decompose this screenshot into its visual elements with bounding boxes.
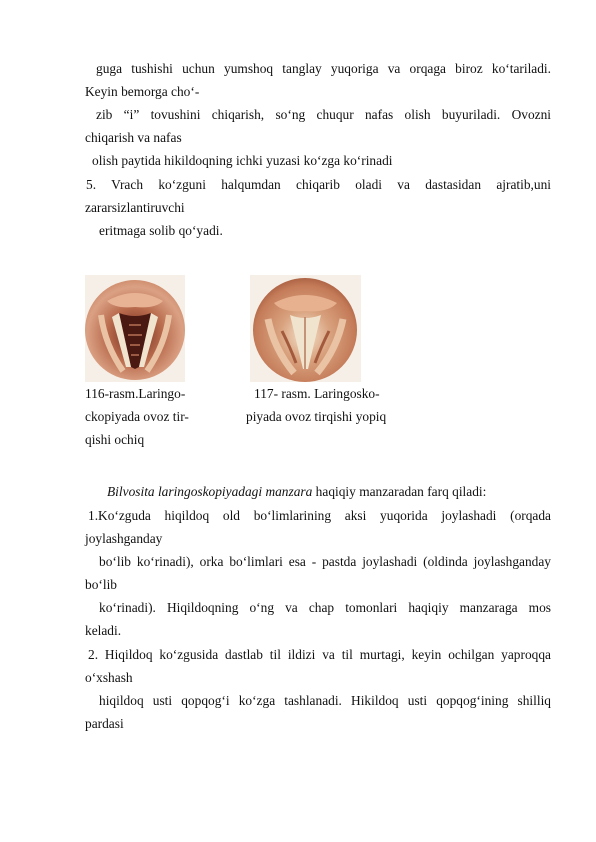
point1-line6: keladi. <box>85 623 122 638</box>
paragraph1-line2: Keyin bemorga cho‘- <box>85 84 200 99</box>
paragraph1-line4: chiqarish va nafas <box>85 130 182 145</box>
point1-line4: bo‘lib <box>85 577 117 592</box>
figure-116-caption-line2: ckopiyada ovoz tir- <box>85 409 189 424</box>
figure-117-image <box>250 275 361 382</box>
figure-117-caption-line1: 117- rasm. Laringosko- <box>254 386 380 401</box>
figure-116-caption-line3: qishi ochiq <box>85 432 145 447</box>
paragraph1-line3: zib “i” tovushini chiqarish, so‘ng chuqur nafas olish buyuriladi. Ovozni <box>96 107 551 122</box>
indirect-italic-lead: Bilvosita laringoskopiyadagi manzara <box>107 484 313 499</box>
step5-line1: 5. Vrach ko‘zguni halqumdan chiqarib oladi va dastasidan ajratib,uni <box>86 177 551 192</box>
point1-line3: bo‘lib ko‘rinadi), orka bo‘limlari esa - pastda joylashadi (oldinda joylashganday <box>99 554 551 569</box>
point1-line2: joylashganday <box>85 531 163 546</box>
indirect-rest: haqiqiy manzaradan farq qiladi: <box>312 484 487 499</box>
figure-116-image <box>85 275 185 382</box>
point2-line1: 2. Hiqildoq ko‘zgusida dastlab til ildizi va til murtagi, keyin ochilgan yaproqqa <box>88 647 551 662</box>
point1-line1: 1.Ko‘zguda hiqildoq old bo‘limlarining aksi yuqorida joylashadi (orqada <box>88 508 551 523</box>
point2-line2: o‘xshash <box>85 670 133 685</box>
paragraph1-line1: guga tushishi uchun yumshoq tanglay yuqoriga va orqaga biroz ko‘tariladi. <box>96 61 551 76</box>
paragraph1-line5: olish paytida hikildoqning ichki yuzasi ko‘zga ko‘rinadi <box>92 153 393 168</box>
point2-line4: pardasi <box>85 716 124 731</box>
indirect-intro <box>107 484 486 500</box>
step5-line2: zararsizlantiruvchi <box>85 200 185 215</box>
figure-116-caption-line1: 116-rasm.Laringo- <box>85 386 186 401</box>
point2-line3: hiqildoq usti qopqog‘i ko‘zga tashlanadi. Hikildoq usti qopqog‘ining shilliq <box>99 693 551 708</box>
step5-line3: eritmaga solib qo‘yadi. <box>99 223 223 238</box>
point1-line5: ko‘rinadi). Hiqildoqning o‘ng va chap tomonlari haqiqiy manzaraga mos <box>99 600 551 615</box>
figure-117-caption-line2: piyada ovoz tirqishi yopiq <box>246 409 387 424</box>
